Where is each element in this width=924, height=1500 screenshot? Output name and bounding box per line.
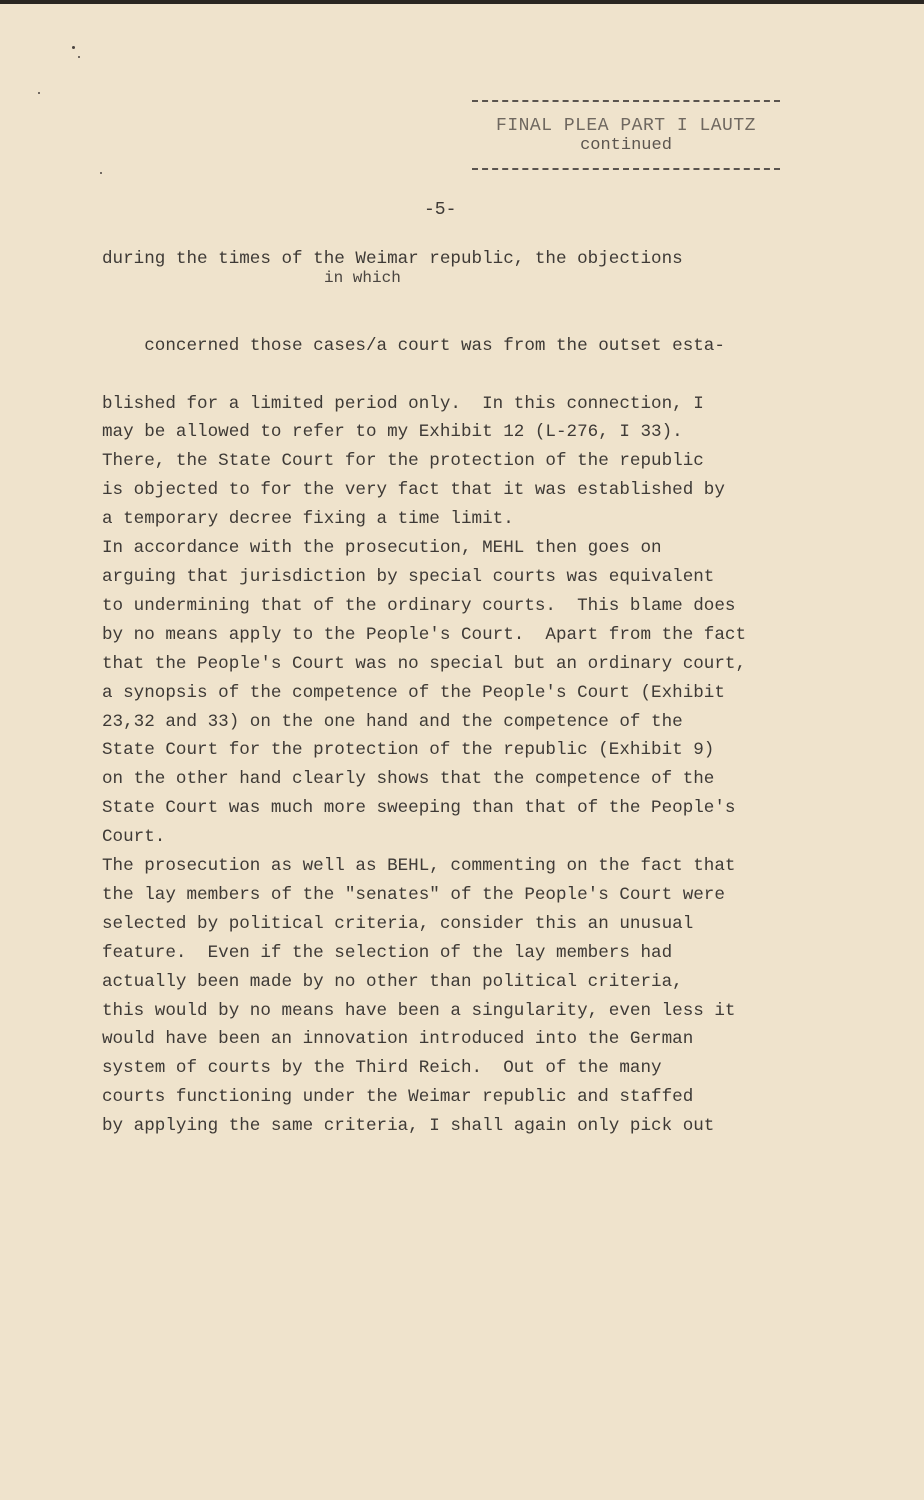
text-line: system of courts by the Third Reich. Out of the many [102, 1058, 662, 1079]
header-title: FINAL PLEA PART I LAUTZ [496, 116, 756, 136]
text-line: this would by no means have been a singularity, even less it [102, 1000, 736, 1021]
text-line: by no means apply to the People's Court. Apart from the fact [102, 624, 747, 645]
paper-speck [78, 56, 80, 58]
text-line: would have been an innovation introduced into the German [102, 1029, 694, 1050]
handwritten-insertion: in which [324, 268, 401, 287]
body-text [102, 245, 822, 1141]
text-line: the lay members of the "senates" of the People's Court were [102, 884, 725, 905]
text-line: on the other hand clearly shows that the competence of the [102, 769, 715, 790]
text-line: In accordance with the prosecution, MEHL then goes on [102, 538, 662, 559]
text-line: State Court for the protection of the republic (Exhibit 9) [102, 740, 715, 761]
text-line: 23,32 and 33) on the one hand and the competence of the [102, 711, 683, 732]
text-line: may be allowed to refer to my Exhibit 12 (L-276, I 33). [102, 422, 683, 443]
text-line: that the People's Court was no special but an ordinary court, [102, 653, 747, 674]
text-line: blished for a limited period only. In this connection, I [102, 393, 704, 414]
text-line: during the times of the Weimar republic, the objections [102, 249, 683, 269]
paper-speck [38, 92, 40, 94]
text-line: Court. [102, 827, 166, 848]
header-bottom-rule [472, 168, 780, 170]
document-header [472, 100, 780, 170]
text-line: a synopsis of the competence of the People's Court (Exhibit [102, 682, 725, 703]
page-top-edge [0, 0, 924, 4]
text-line: to undermining that of the ordinary courts. This blame does [102, 595, 736, 616]
header-top-rule [472, 100, 780, 102]
text-line: feature. Even if the selection of the lay members had [102, 942, 673, 963]
text-line-content: concerned those cases/a court was from the outset esta- [144, 335, 725, 356]
paper-speck [100, 172, 102, 174]
text-line: The prosecution as well as BEHL, commenting on the fact that [102, 856, 736, 877]
text-line: by applying the same criteria, I shall again only pick out [102, 1116, 715, 1137]
text-line: State Court was much more sweeping than that of the People's [102, 798, 736, 819]
text-line: a temporary decree fixing a time limit. [102, 509, 514, 530]
text-line: courts functioning under the Weimar republic and staffed [102, 1087, 694, 1108]
text-line: is objected to for the very fact that it was established by [102, 480, 725, 501]
text-line: arguing that jurisdiction by special courts was equivalent [102, 566, 715, 587]
text-line: selected by political criteria, consider this an unusual [102, 913, 694, 934]
header-subtitle: continued [580, 136, 672, 155]
text-line: actually been made by no other than political criteria, [102, 971, 683, 992]
text-line: There, the State Court for the protection of the republic [102, 451, 704, 472]
paper-speck [72, 46, 75, 49]
text-line [102, 268, 822, 390]
page-number: -5- [424, 200, 457, 220]
